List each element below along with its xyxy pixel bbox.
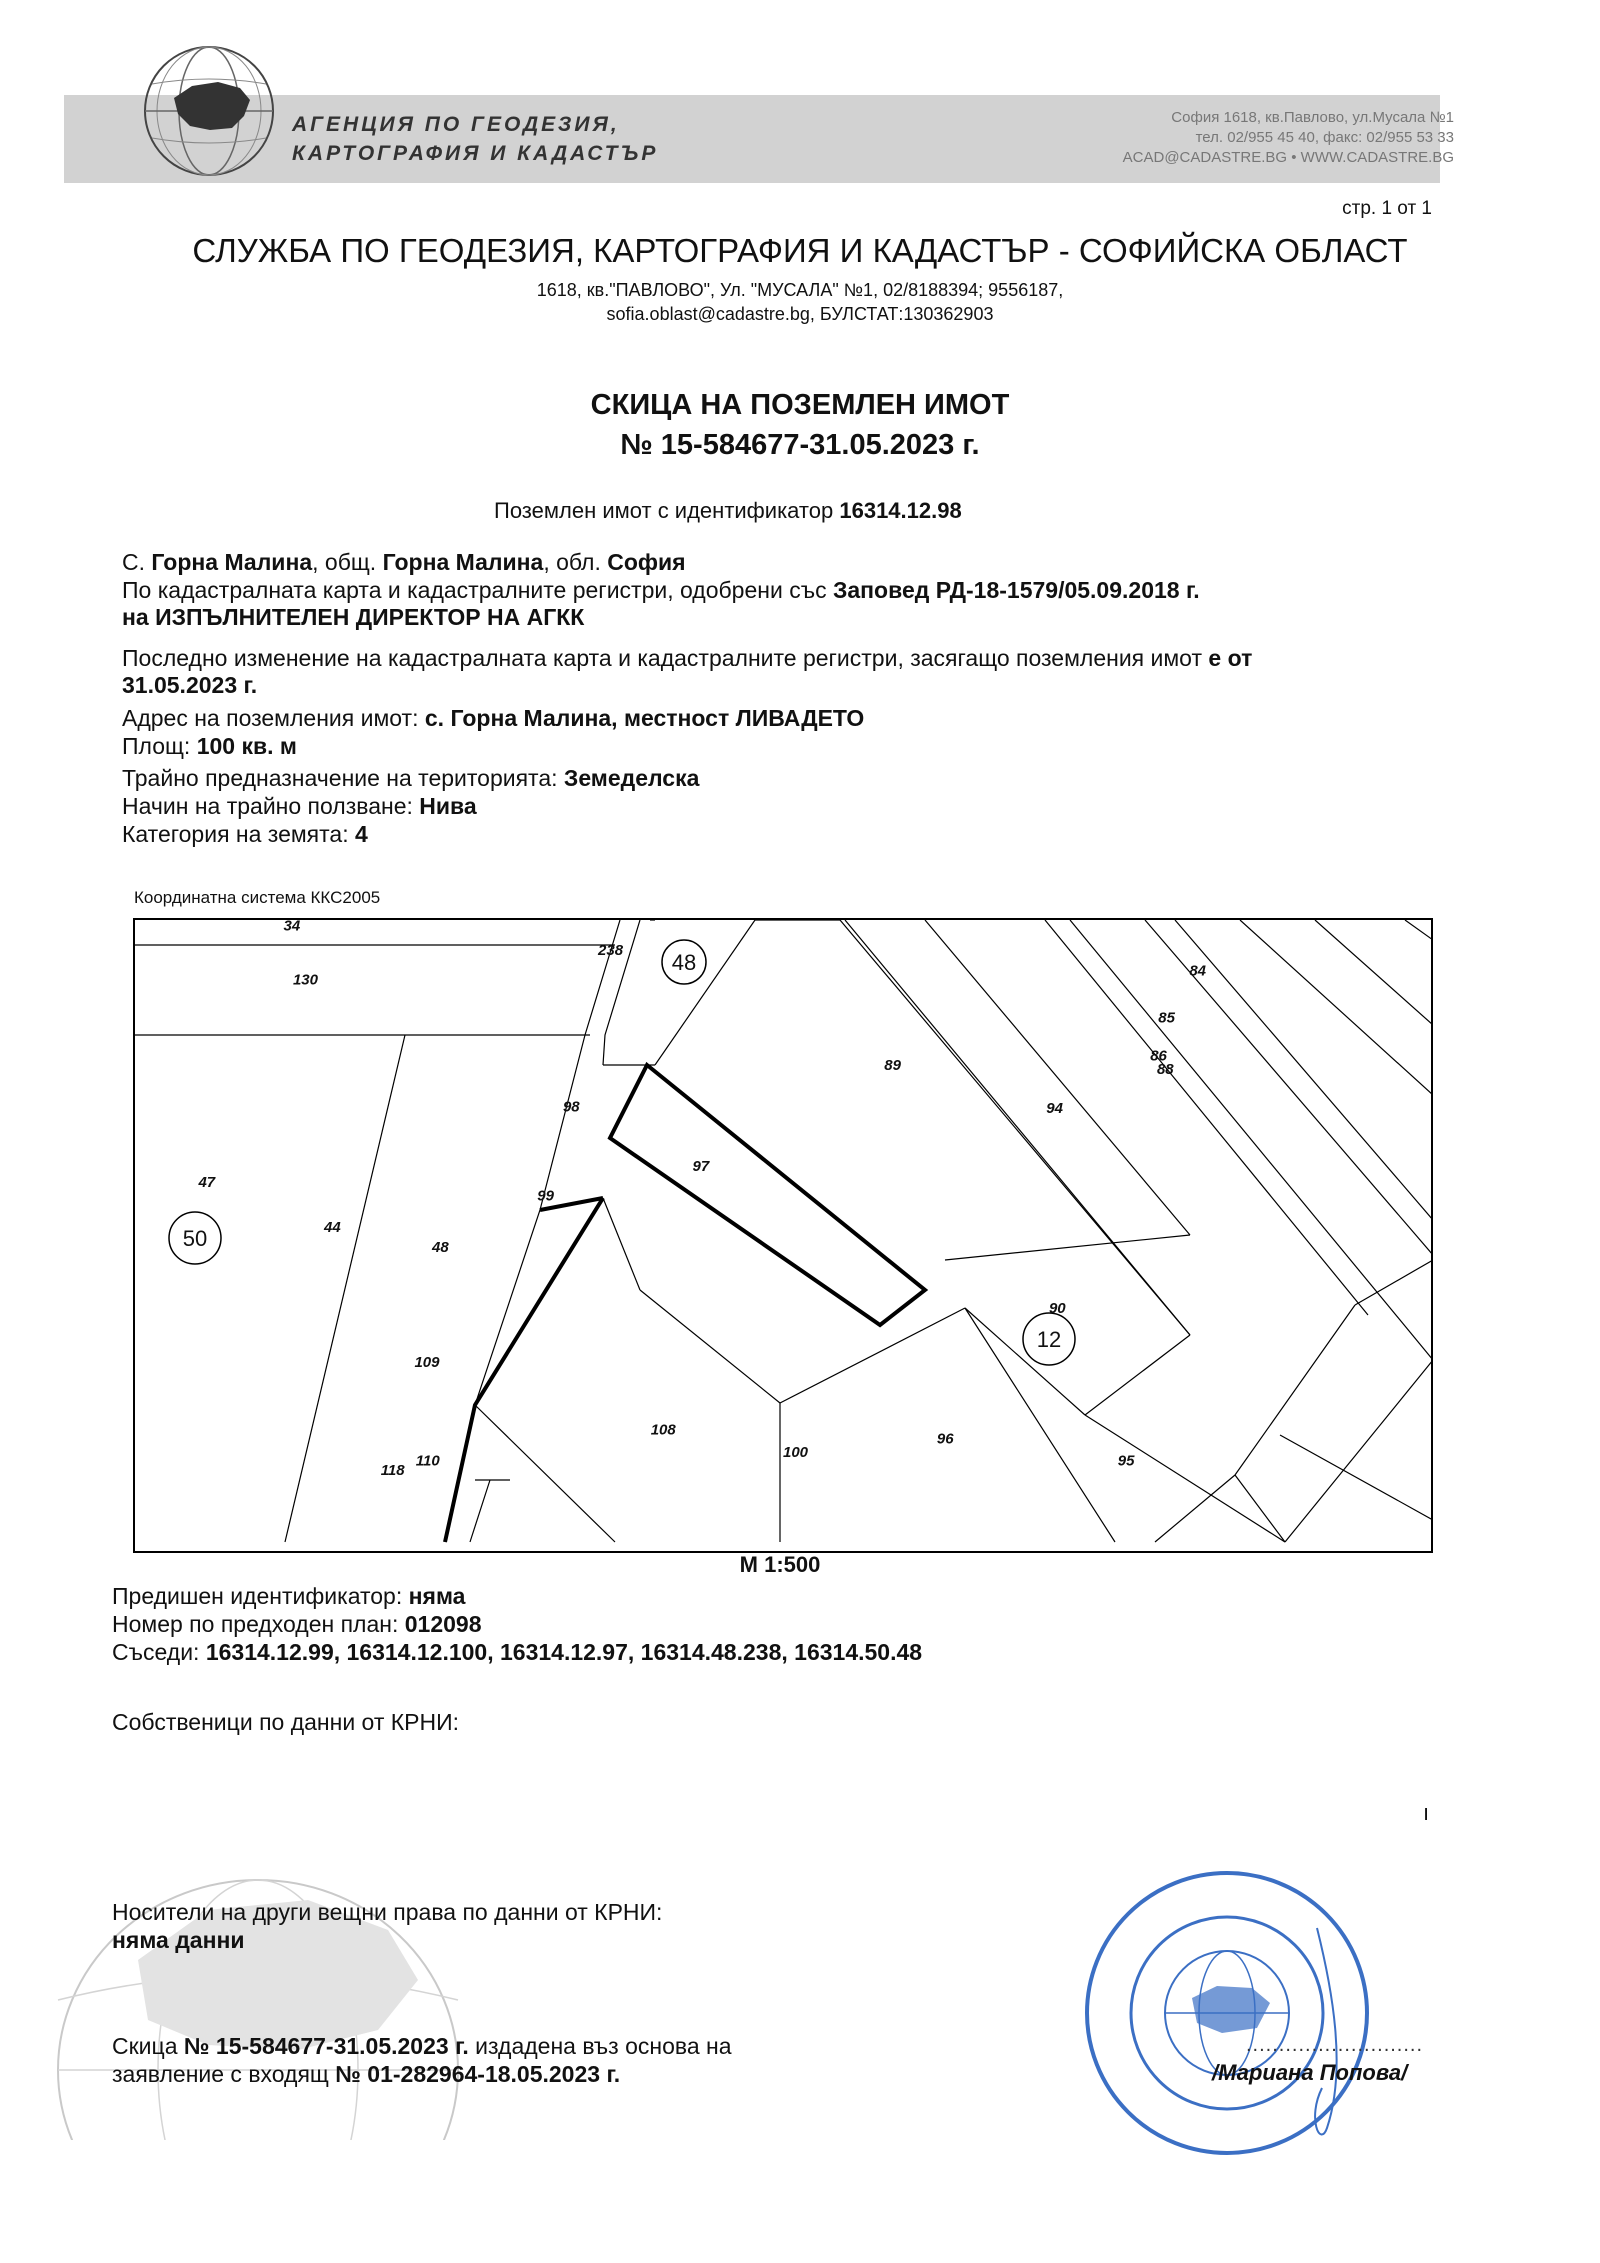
last-change-suffix: е от	[1208, 645, 1253, 671]
identifier-label: Поземлен имот с идентификатор	[494, 498, 834, 523]
parcel-label: 99	[537, 1187, 554, 1205]
parcel-label: 89	[884, 1056, 901, 1074]
property-area-label: Площ:	[122, 733, 191, 759]
road-boundary-left	[445, 920, 620, 1542]
application-prefix: заявление с входящ	[112, 2061, 329, 2087]
identifier-value: 16314.12.98	[839, 498, 962, 523]
parcel-label: 48	[432, 1239, 449, 1256]
boundary-line	[780, 1308, 965, 1403]
neighbors-label: Съседи:	[112, 1639, 200, 1665]
contact-line-address: София 1618, кв.Павлово, ул.Мусала №1	[1171, 109, 1454, 126]
sketch-mid: издадена въз основа на	[475, 2033, 732, 2059]
prev-identifier-value: няма	[408, 1583, 466, 1609]
village-prefix: С.	[122, 549, 145, 575]
service-address	[0, 278, 1600, 326]
boundary-line	[1405, 920, 1433, 940]
block-number-label: 48	[671, 950, 697, 975]
property-category	[122, 820, 368, 848]
sketch-prefix: Скица	[112, 2033, 178, 2059]
village-name: Горна Малина	[151, 549, 313, 575]
property-purpose-label: Трайно предназначение на територията:	[122, 765, 558, 791]
property-purpose	[122, 764, 699, 792]
highlighted-parcel-98	[610, 1065, 925, 1325]
location-line	[122, 548, 686, 576]
municipality-prefix: , общ.	[312, 549, 377, 575]
signer-name: /Мариана Попова/	[1212, 2060, 1408, 2085]
boundary-line	[1285, 1360, 1433, 1542]
property-usage-value: Нива	[419, 793, 477, 819]
document-number: № 15-584677-31.05.2023 г.	[620, 429, 980, 461]
prev-plan-label: Номер по предходен план:	[112, 1611, 399, 1637]
property-purpose-value: Земеделска	[563, 765, 700, 791]
boundary-line	[1145, 920, 1433, 1255]
cadastral-map-svg	[135, 920, 1433, 1553]
parcel-label: 34	[283, 920, 301, 935]
property-area	[122, 732, 297, 760]
service-address-line2: sofia.oblast@cadastre.bg, БУЛСТАТ:130362903	[606, 304, 994, 324]
rights-value: няма данни	[112, 1927, 245, 1953]
boundary-line	[475, 1405, 615, 1542]
parcel-label: 97	[692, 1158, 710, 1175]
service-address-line1: 1618, кв."ПАВЛОВО", Ул. "МУСАЛА" №1, 02/8188394; 9556187,	[536, 280, 1064, 300]
parcel-label: 90	[1048, 1299, 1066, 1317]
identifier-line	[494, 498, 962, 524]
parcel-label: 118	[380, 1461, 405, 1479]
municipality-name: Горна Малина	[382, 549, 544, 575]
parcel-label: 86	[1150, 1047, 1167, 1065]
parcel-label: 100	[783, 1444, 809, 1462]
service-title: СЛУЖБА ПО ГЕОДЕЗИЯ, КАРТОГРАФИЯ И КАДАСТЪР - СОФИЙСКА ОБЛАСТ	[192, 232, 1408, 269]
parcel-label: 130	[292, 971, 318, 989]
boundary-line	[1280, 1435, 1433, 1520]
application-line	[112, 2060, 620, 2088]
boundary-line	[1070, 920, 1433, 1360]
sketch-issued-line	[112, 2032, 732, 2060]
prev-identifier	[112, 1582, 465, 1610]
agency-name	[292, 110, 658, 168]
property-address-value: с. Горна Малина, местност ЛИВАДЕТО	[424, 705, 865, 731]
parcel-label: 110	[415, 1452, 440, 1470]
boundary-line	[945, 1235, 1190, 1260]
boundary-line	[1235, 1305, 1355, 1475]
boundary-line	[640, 1290, 780, 1403]
cadastral-map	[133, 918, 1433, 1553]
agency-globe-watermark	[48, 1840, 468, 2140]
property-category-value: 4	[355, 821, 368, 847]
map-scale: М 1:500	[739, 1552, 821, 1577]
approval-issuer: на ИЗПЪЛНИТЕЛЕН ДИРЕКТОР НА АГКК	[122, 604, 585, 630]
parcel-label: 109	[414, 1353, 440, 1371]
property-address-label: Адрес на поземления имот:	[122, 705, 419, 731]
approval-line	[122, 576, 1200, 604]
region-prefix: , обл.	[543, 549, 601, 575]
owners-label: Собственици по данни от КРНИ:	[112, 1709, 460, 1735]
block-number-label: 50	[182, 1226, 208, 1251]
contact-line-web: ACAD@CADASTRE.BG • WWW.CADASTRE.BG	[1122, 149, 1454, 166]
application-number: № 01-282964-18.05.2023 г.	[335, 2061, 621, 2087]
parcel-label: 108	[650, 1421, 676, 1439]
parcel-label: 47	[198, 1174, 216, 1192]
last-change-line	[122, 644, 1252, 672]
page-number: стр. 1 от 1	[1342, 198, 1432, 219]
boundary-line	[1235, 1475, 1285, 1542]
parcel-label: 238	[598, 942, 624, 959]
prev-identifier-label: Предишен идентификатор:	[112, 1583, 403, 1609]
block-number-label: 12	[1036, 1327, 1062, 1352]
parcel-label: 98	[562, 1098, 580, 1116]
boundary-line	[1085, 1415, 1285, 1542]
approval-order: Заповед РД-18-1579/05.09.2018 г.	[832, 577, 1200, 603]
boundary-line	[1045, 920, 1368, 1315]
contact-line-phone: тел. 02/955 45 40, факс: 02/955 53 33	[1195, 129, 1454, 146]
agency-globe-logo	[140, 42, 278, 180]
boundary-line	[1355, 1260, 1433, 1305]
boundary-line	[1085, 1335, 1190, 1415]
boundary-line	[840, 920, 1190, 1335]
prev-plan-value: 012098	[404, 1611, 482, 1637]
boundary-line	[603, 1198, 640, 1290]
official-stamp	[1082, 1868, 1372, 2158]
boundary-line	[470, 1480, 490, 1542]
parcel-label: 44	[324, 1218, 341, 1236]
boundary-line	[1175, 920, 1433, 1220]
boundary-line	[1240, 920, 1433, 1095]
margin-mark: ı	[1423, 1800, 1430, 1825]
rights-label: Носители на други вещни права по данни от КРНИ:	[112, 1899, 663, 1925]
signature-line: ...........................	[1246, 2034, 1424, 2056]
property-area-value: 100 кв. м	[196, 733, 297, 759]
property-address	[122, 704, 864, 732]
property-usage	[122, 792, 477, 820]
neighbors-value: 16314.12.99, 16314.12.100, 16314.12.97, 16314.48.238, 16314.50.48	[205, 1639, 923, 1665]
parcel-label: 85	[1158, 1009, 1175, 1027]
neighbors	[112, 1638, 922, 1666]
parcel-label: 84	[1189, 962, 1207, 980]
property-usage-label: Начин на трайно ползване:	[122, 793, 413, 819]
boundary-line	[655, 920, 755, 1065]
property-category-label: Категория на земята:	[122, 821, 349, 847]
road-thick-edge	[445, 1198, 603, 1542]
parcel-label: 94	[1046, 1099, 1063, 1117]
boundary-line	[1315, 920, 1433, 1025]
agency-contacts	[1123, 108, 1454, 168]
parcel-label: 88	[1156, 1060, 1174, 1078]
prev-plan-number	[112, 1610, 482, 1638]
parcel-label: 95	[1117, 1452, 1135, 1470]
document-title	[0, 385, 1600, 465]
parcel-label: 96	[936, 1430, 954, 1448]
sketch-number: № 15-584677-31.05.2023 г.	[183, 2033, 469, 2059]
region-name: София	[607, 549, 686, 575]
boundary-line	[925, 920, 1190, 1235]
agency-name-line2: КАРТОГРАФИЯ И КАДАСТЪР	[292, 142, 659, 165]
last-change-date: 31.05.2023 г.	[122, 672, 258, 698]
document-title-text: СКИЦА НА ПОЗЕМЛЕН ИМОТ	[590, 389, 1010, 421]
agency-name-line1: АГЕНЦИЯ ПО ГЕОДЕЗИЯ,	[292, 113, 620, 136]
approval-text: По кадастралната карта и кадастралните регистри, одобрени със	[122, 577, 827, 603]
last-change-text: Последно изменение на кадастралната карта и кадастралните регистри, засягащо поземления имот	[122, 645, 1203, 671]
coordinate-system-label: Координатна система ККС2005	[134, 888, 381, 907]
boundary-line	[965, 1308, 1085, 1415]
